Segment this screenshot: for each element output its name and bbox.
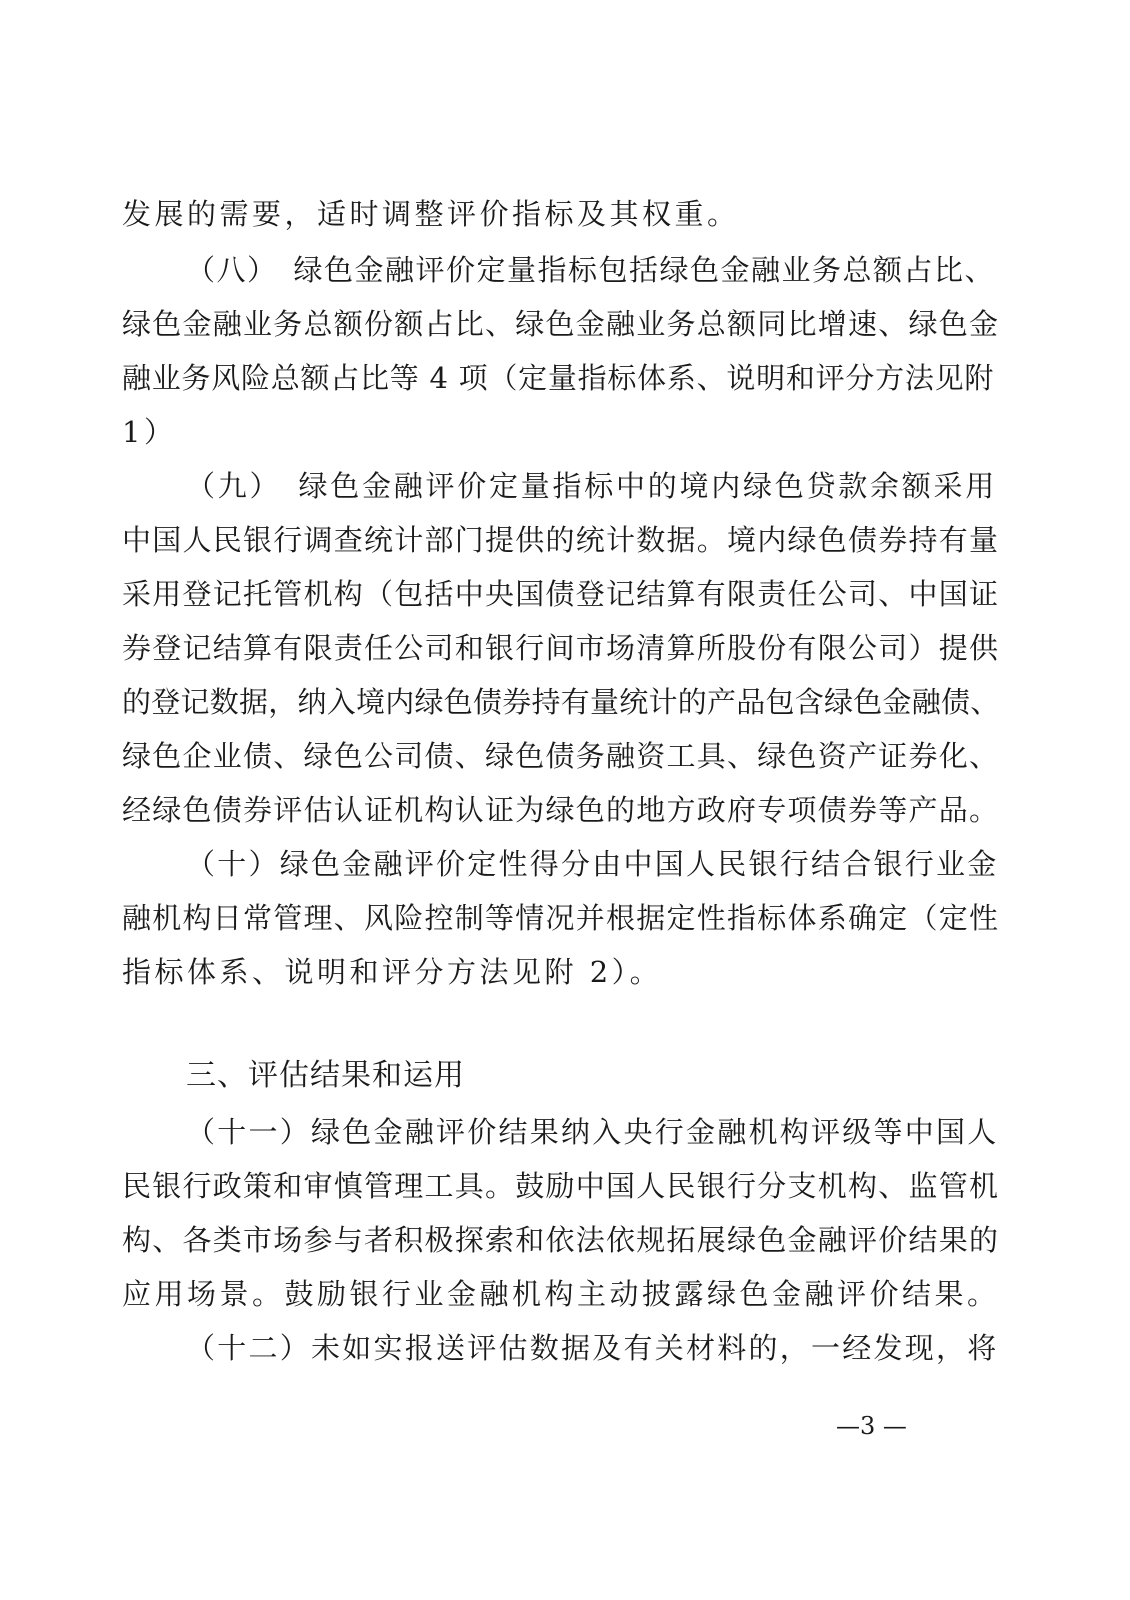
paragraph-line: 发展的需要，适时调整评价指标及其权重。 [122, 197, 740, 231]
paragraph-line: （十二）未如实报送评估数据及有关材料的，一经发现，将 [186, 1331, 999, 1365]
paragraph-line: 绿色企业债、绿色公司债、绿色债务融资工具、绿色资产证券化、 [122, 739, 1000, 773]
page-number: —3 — [836, 1412, 907, 1440]
paragraph-line: 指标体系、说明和评分方法见附 2）。 [122, 955, 663, 989]
paragraph-line: 采用登记托管机构（包括中央国债登记结算有限责任公司、中国证 [122, 577, 1000, 611]
paragraph-line: 融业务风险总额占比等 4 项（定量指标体系、说明和评分方法见附 [122, 361, 995, 395]
paragraph-line: 的登记数据，纳入境内绿色债券持有量统计的产品包含绿色金融债、 [122, 685, 1000, 719]
paragraph-line: 1） [122, 415, 177, 449]
paragraph-line: 中国人民银行调查统计部门提供的统计数据。境内绿色债券持有量 [122, 523, 1000, 557]
paragraph-line: （九） 绿色金融评价定量指标中的境内绿色贷款余额采用 [186, 469, 998, 503]
paragraph-line: 券登记结算有限责任公司和银行间市场清算所股份有限公司）提供 [122, 631, 1000, 665]
paragraph-line: （十）绿色金融评价定性得分由中国人民银行结合银行业金 [186, 847, 999, 881]
paragraph-line: 经绿色债券评估认证机构认证为绿色的地方政府专项债券等产品。 [122, 793, 1000, 827]
paragraph-line: 民银行政策和审慎管理工具。鼓励中国人民银行分支机构、监管机 [122, 1169, 1000, 1203]
paragraph-line: 应用场景。鼓励银行业金融机构主动披露绿色金融评价结果。 [122, 1277, 1000, 1311]
paragraph-line: 构、各类市场参与者积极探索和依法依规拓展绿色金融评价结果的 [122, 1223, 1000, 1257]
paragraph-line: 融机构日常管理、风险控制等情况并根据定性指标体系确定（定性 [122, 901, 1000, 935]
paragraph-line: （十一）绿色金融评价结果纳入央行金融机构评级等中国人 [186, 1115, 999, 1149]
paragraph-line: 绿色金融业务总额份额占比、绿色金融业务总额同比增速、绿色金 [122, 307, 1000, 341]
section-heading: 三、评估结果和运用 [186, 1058, 465, 1093]
paragraph-line: （八） 绿色金融评价定量指标包括绿色金融业务总额占比、 [186, 253, 996, 287]
